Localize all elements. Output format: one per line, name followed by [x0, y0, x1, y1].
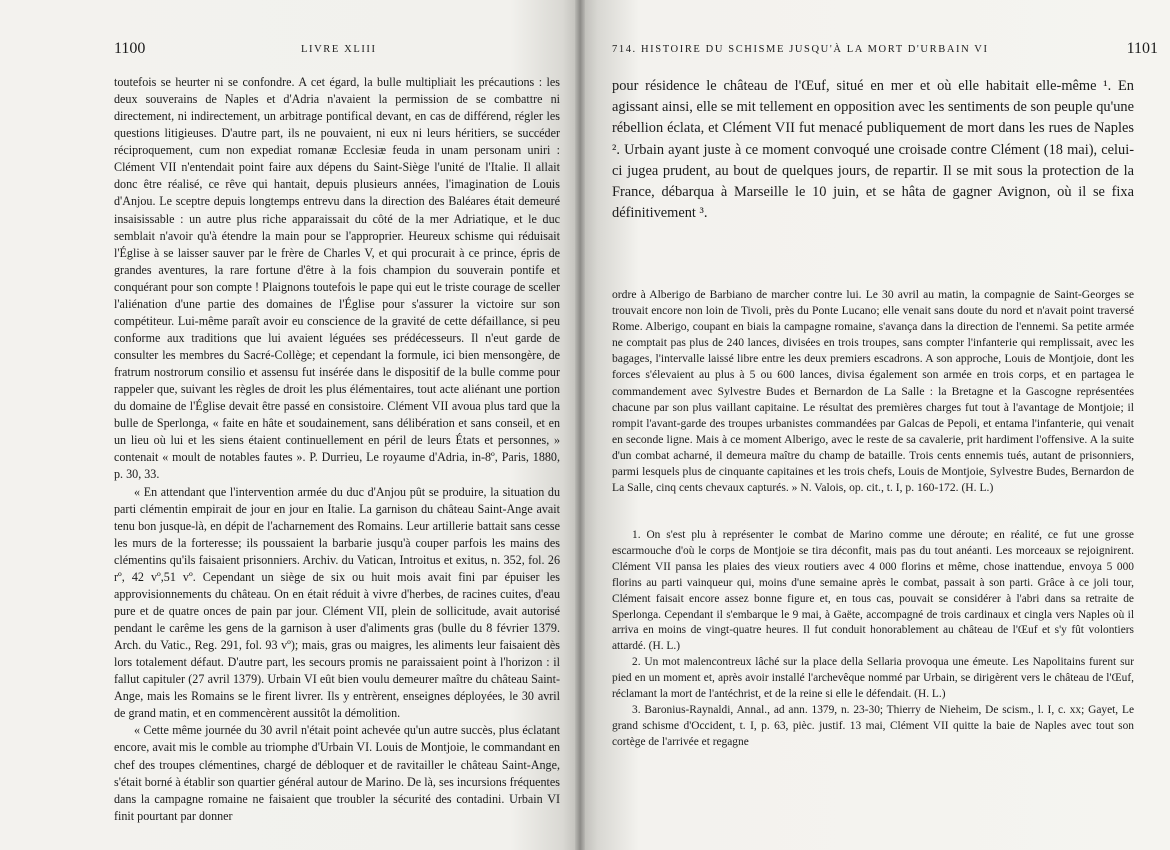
- left-page-number: 1100: [114, 40, 146, 57]
- right-main-text: [612, 76, 1134, 224]
- footnote-3: 3. Baronius-Raynaldi, Annal., ad ann. 1379, n. 23-30; Thierry de Nieheim, De scism., l. I, c. xx; Gayet, Le grand schisme d'Occident, t. I, p. 63, pièc. justif. 13 mai, Clément VII quitte la baie de Naples avec tout son cortège de l'arrivée et regagne: [612, 703, 1134, 748]
- book-gutter: [575, 0, 585, 850]
- right-page-number: 1101: [1126, 40, 1158, 57]
- right-running-head: [612, 40, 1162, 62]
- show-through-shadow: [810, 229, 1110, 243]
- left-paragraph-2: « En attendant que l'intervention armée du duc d'Anjou pût se produire, la situation du parti clémentin empirait de jour en jour en Italie. La garnison du château Saint-Ange avait tenu bon jusque-là, en dépit de l'acharnement des Romains. Leur artillerie battait sans cesse les murs de la forteresse; ils poussaient la barbarie jusqu'à couper parfois les mains des clémentins qu'ils faisaient prisonniers. Archiv. du Vatican, Introitus et exitus, n. 352, fol. 26 rº, 42 vº,51 vº. Cependant un siège de six ou huit mois avait fini par épuiser les approvisionnements du château. On en était réduit à vivre d'herbes, de racines cuites, d'eau pure et de quatre onces de pain par jour. Clément VII, plein de sollicitude, avait autorisé pendant le carême les gens de la garnison à user d'aliments gras (bulle du 8 février 1379. Arch. du Vatic., Reg. 291, fol. 93 vº); mais, gras ou maigres, les aliments leur faisaient dès lors totalement défaut. D'autre part, les secours promis ne paraissaient point à l'horizon : il fallut capituler (27 avril 1379). Urbain VI eût bien voulu demeurer maître du château Saint-Ange, mais les Romains se le firent livrer. Ils y entrèrent, enseignes déployées, le 30 avril de grand matin, et en commencèrent aussitôt la démolition.: [114, 484, 560, 721]
- left-running-head: [114, 40, 560, 62]
- right-small-paragraph: ordre à Alberigo de Barbiano de marcher contre lui. Le 30 avril au matin, la compagnie de Saint-Georges se trouvait encore non loin de Tivoli, près du Ponte Lucano; elle venait sans doute du nord et n'avait point traversé Rome. Alberigo, coupant en biais la campagne romaine, s'avança dans la direction de l'ennemi. Sa petite armée ne comptait pas plus de 240 lances, divisées en trois troupes, sans compter l'infanterie qui remplissait, avec les bagages, l'intervalle laissé libre entre les deux premiers escadrons. A son approche, Louis de Montjoie, dont les forces s'élevaient au plus à 5 ou 600 lances, divisa également son armée en trois corps, et en partagea le commandement avec Sylvestre Budes et Bernardon de La Salle : la Bretagne et la Gascogne représentées chacune par son plus vaillant capitaine. Le résultat des premières charges fut tout à l'avantage de Montjoie; il rompit l'avant-garde des troupes urbanistes commandées par Galcas de Pepoli, et entama l'infanterie, qui venait en seconde ligne. Mais à ce moment Alberigo, avec le reste de sa cavalerie, prit hardiment l'offensive. A la suite d'un combat acharné, il demeura maître du champ de bataille. Trois cents ennemis tués, autant de prisonniers, parmi lesquels plus de cinquante capitaines et les trois chefs, Louis de Montjoie, Sylvestre Budes, Bernardon de La Salle, cinq cents chevaux capturés. » N. Valois, op. cit., t. I, p. 160-172. (H. L.): [612, 288, 1134, 495]
- right-page: [580, 0, 1170, 850]
- left-page: [0, 0, 580, 850]
- left-paragraph-3: « Cette même journée du 30 avril n'était point achevée qu'un autre succès, plus éclatant encore, avait mis le comble au triomphe d'Urbain VI. Louis de Montjoie, le commandant en chef des troupes clémentines, chargé de débloquer et de ravitailler le château Saint-Ange, s'était borné à établir son quartier général autour de Marino. De là, ses incursions fréquentes dans la campagne romaine ne faisaient que troubler la sécurité des contadini. Urbain VI finit pourtant par donner: [114, 723, 560, 823]
- right-lead-paragraph: pour résidence le château de l'Œuf, situé en mer et où elle habitait elle-même ¹. En agissant ainsi, elle se mit tellement en opposition avec les sentiments de son peuple qu'une rébellion éclata, et Clément VII fut menacé publiquement de mort dans les rues de Naples ². Urbain ayant juste à ce moment convoqué une croisade contre Clément (18 mai), celui-ci jugea prudent, au bout de quelques jours, de repartir. Il se mit sous la protection de la France, débarqua à Marseille le 10 juin, et se hâta de gagner Avignon, où il se fixa définitivement ³.: [612, 78, 1134, 222]
- left-running-title: LIVRE XLIII: [301, 44, 377, 55]
- footnote-2: 2. Un mot malencontreux lâché sur la place della Sellaria provoqua une émeute. Les Napolitains furent sur pied en un moment et, après avoir installé l'archevêque nommé par Urbain, se dirigèrent vers le château de l'Œuf, réclamant la mort de l'antéchrist, et de la reine si elle le défendait. (H. L.): [612, 656, 1134, 701]
- left-body-text: [114, 74, 560, 825]
- left-paragraph-1: toutefois se heurter ni se confondre. A cet égard, la bulle multipliait les précautions : les deux souverains de Naples et d'Adria n'avaient la permission de se combattre ni directement, ni indirectement, un arbitrage pontifical devant, en cas de différend, régler les questions litigieuses. D'autre part, ils ne pouvaient, ni eux ni leurs héritiers, se succéder réciproquement, cum non expediat romanæ Ecclesiæ feuda in unam personam uniri : Clément VII n'entendait point faire aux dépens du Saint-Siège l'unité de l'Italie. Il allait donc être réalisé, ce rêve qui hantait, depuis plusieurs années, l'imagination de Louis d'Anjou. Le sceptre depuis longtemps entrevu dans la direction des Baléares était demeuré insaisissable : un autre plus riche apparaissait du côté de la mer Adriatique, et le duc semblait n'avoir qu'à étendre la main pour se l'approprier. Heureux schisme qui réduisait l'Église à se laisser sauver par le frère de Charles V, et qui procurait à ce prince, épris de grandes aventures, la rare fortune d'être à la fois champion du souverain pontife et conquérant pour son compte ! Plaignons toutefois le pape qui eut le triste courage de sceller l'aliénation d'une partie des domaines de l'Église pour s'assurer la victoire sur son compétiteur. Lui-même paraît avoir eu conscience de la gravité de cette défaillance, si peu conforme aux traditions que lui avaient léguées ses prédécesseurs. Il n'eut garde de consulter les membres du Sacré-Collège; et cependant la formule, ici bien mensongère, de fratrum nostrorum consilio et assensu fut insérée dans le dispositif de la bulle comme pour rappeler que, suivant les règles de droit les plus élémentaires, tout acte aliénant une portion du domaine de l'Église devait être passé en consistoire. Clément VII avoua plus tard que la bulle de Sperlonga, « faite en hâte et soudainement, sans délibération et sans conseil, et en un lieu où lui et les siens étaient continuellement en péril de leurs États et personnes, » contenait « moult de notables fautes ». P. Durrieu, Le royaume d'Adria, in-8º, Paris, 1880, p. 30, 33.: [114, 75, 560, 482]
- right-footnotes: [612, 528, 1134, 751]
- footnote-1: 1. On s'est plu à représenter le combat de Marino comme une déroute; en réalité, ce fut une grosse escarmouche d'où le corps de Montjoie se tira déconfit, mais pas du tout anéanti. Les morceaux se rejoignirent. Clément VII pansa les plaies des vieux routiers avec 4 000 florins et même, chose inattendue, envoya 5 000 florins au parti vainqueur qui, moins d'une semaine après le combat, passait à son parti. Grâce à ce joli tour, Clément faisait encore assez bonne figure et, en tous cas, pouvait se considérer à l'abri dans sa retraite de Sperlonga. Cependant il s'embarque le 9 mai, à Gaëte, accompagné de trois cardinaux et cingla vers Naples où il arriva en moins de vingt-quatre heures. Il fut conduit honorablement au château de l'Œuf et s'y fût volontiers attardé. (H. L.): [612, 529, 1134, 653]
- right-running-title: 714. HISTOIRE DU SCHISME JUSQU'À LA MORT D'URBAIN VI: [612, 44, 989, 55]
- right-continued-note: [612, 287, 1134, 496]
